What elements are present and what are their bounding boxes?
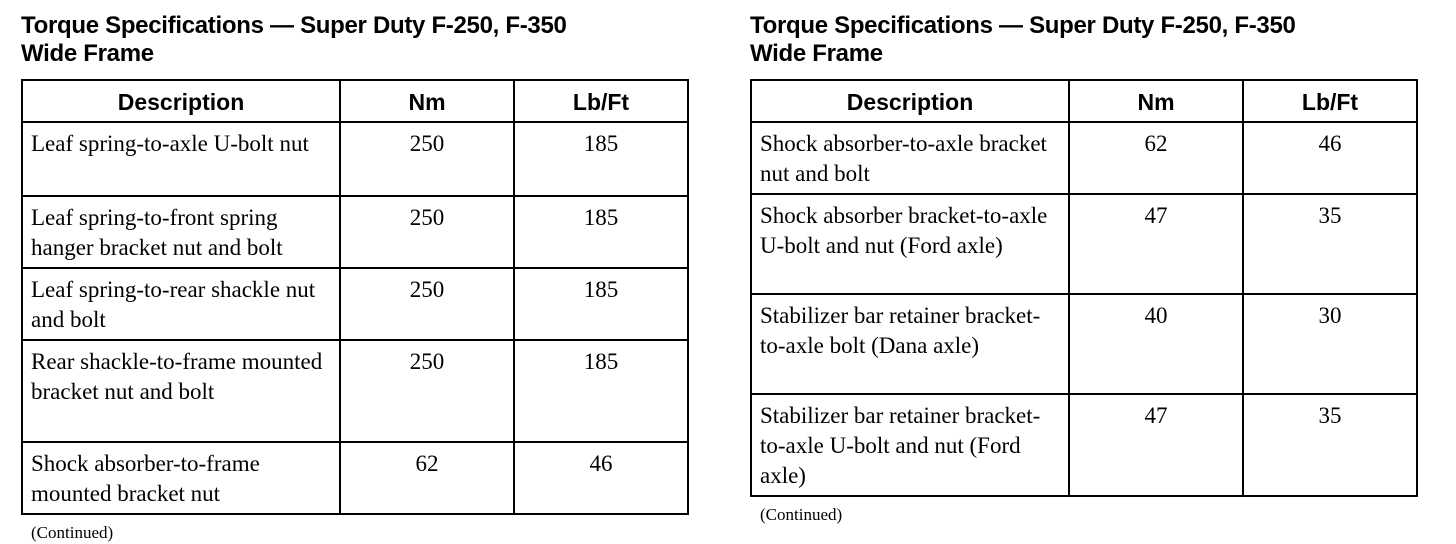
row-description: Shock absorber-to-axle bracket nut and bolt <box>751 122 1069 194</box>
row-description: Leaf spring-to-front spring hanger bracket nut and bolt <box>22 196 340 268</box>
row-lbft: 35 <box>1243 394 1417 496</box>
title-line-1: Torque Specifications — Super Duty F-250, F-350 <box>750 12 1296 39</box>
row-description: Rear shackle-to-frame mounted bracket nut and bolt <box>22 340 340 442</box>
table-row <box>22 122 688 196</box>
row-lbft: 30 <box>1243 294 1417 394</box>
table-row <box>22 340 688 442</box>
header-description: Description <box>22 80 340 122</box>
table-row <box>22 442 688 514</box>
header-lbft: Lb/Ft <box>514 80 688 122</box>
row-lbft: 185 <box>514 122 688 196</box>
header-nm: Nm <box>1069 80 1243 122</box>
row-nm: 250 <box>340 340 514 442</box>
header-description: Description <box>751 80 1069 122</box>
header-nm: Nm <box>340 80 514 122</box>
row-lbft: 46 <box>1243 122 1417 194</box>
row-nm: 250 <box>340 268 514 340</box>
torque-spec-table <box>21 79 689 515</box>
row-lbft: 185 <box>514 196 688 268</box>
table-title <box>21 0 687 68</box>
table-row <box>22 196 688 268</box>
row-description: Shock absorber bracket-to-axle U-bolt and nut (Ford axle) <box>751 194 1069 294</box>
table-header-row <box>751 80 1417 122</box>
table-header-row <box>22 80 688 122</box>
table-row <box>22 268 688 340</box>
row-description: Stabilizer bar retainer bracket-to-axle U-bolt and nut (Ford axle) <box>751 394 1069 496</box>
row-nm: 250 <box>340 122 514 196</box>
torque-spec-table <box>750 79 1418 497</box>
row-description: Stabilizer bar retainer bracket-to-axle bolt (Dana axle) <box>751 294 1069 394</box>
row-lbft: 35 <box>1243 194 1417 294</box>
row-description: Leaf spring-to-rear shackle nut and bolt <box>22 268 340 340</box>
table-row <box>751 122 1417 194</box>
title-line-2: Wide Frame <box>21 40 154 67</box>
row-lbft: 185 <box>514 340 688 442</box>
table-row <box>751 394 1417 496</box>
table-title <box>750 0 1416 68</box>
torque-spec-panel-right <box>750 0 1416 525</box>
row-nm: 47 <box>1069 194 1243 294</box>
title-line-1: Torque Specifications — Super Duty F-250, F-350 <box>21 12 567 39</box>
continued-note: (Continued) <box>760 505 843 524</box>
row-lbft: 46 <box>514 442 688 514</box>
torque-spec-panel-left <box>21 0 687 543</box>
row-nm: 62 <box>340 442 514 514</box>
row-description: Leaf spring-to-axle U-bolt nut <box>22 122 340 196</box>
row-lbft: 185 <box>514 268 688 340</box>
table-row <box>751 194 1417 294</box>
row-nm: 40 <box>1069 294 1243 394</box>
continued-note: (Continued) <box>31 523 114 542</box>
header-lbft: Lb/Ft <box>1243 80 1417 122</box>
row-nm: 47 <box>1069 394 1243 496</box>
table-row <box>751 294 1417 394</box>
row-nm: 62 <box>1069 122 1243 194</box>
title-line-2: Wide Frame <box>750 40 883 67</box>
row-nm: 250 <box>340 196 514 268</box>
row-description: Shock absorber-to-frame mounted bracket nut <box>22 442 340 514</box>
